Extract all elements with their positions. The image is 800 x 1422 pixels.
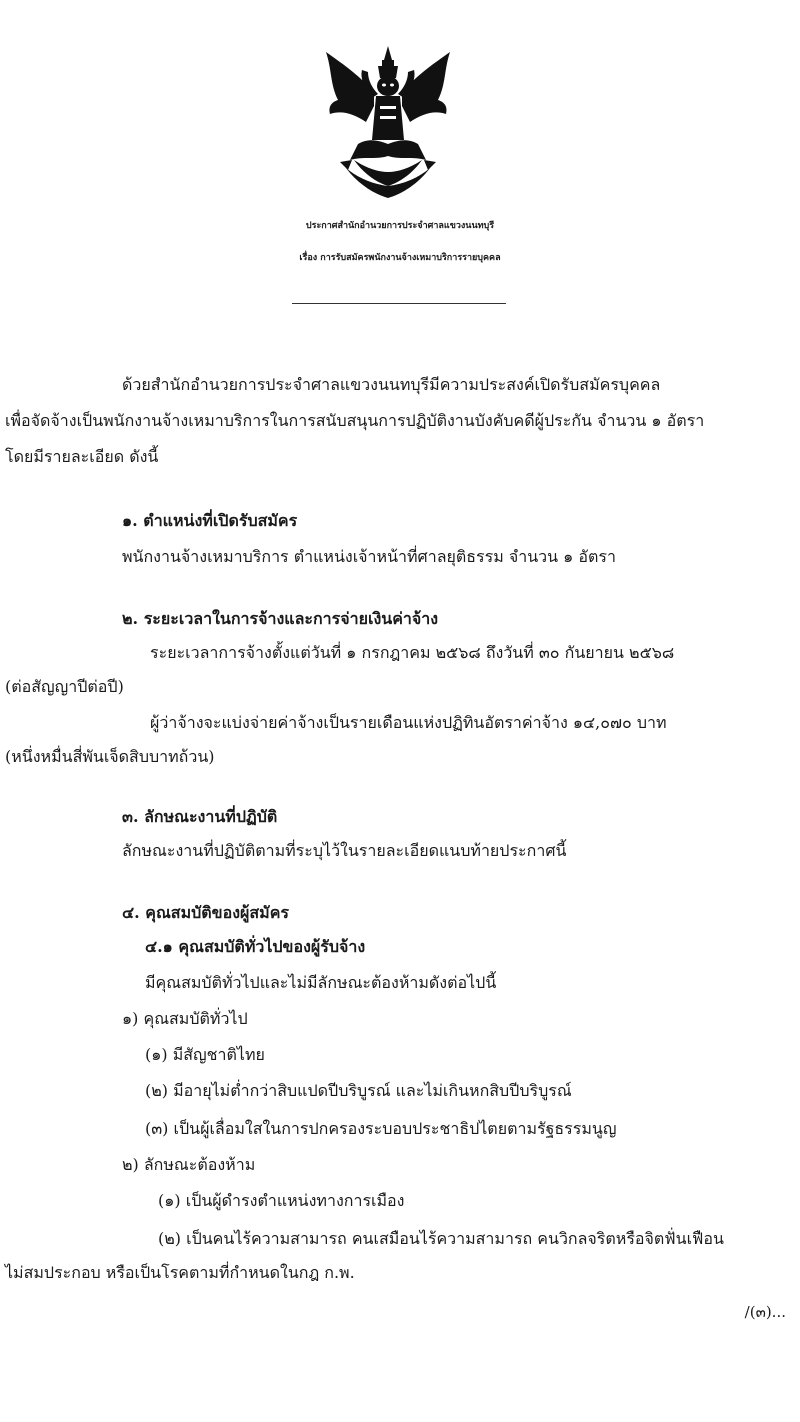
general-item-2: (๒) มีอายุไม่ต่ำกว่าสิบแปดปีบริบูรณ์ และไม่เกินหกสิบปีบริบูรณ์ [145,1081,572,1100]
section-1-heading: ๑. ตำแหน่งที่เปิดรับสมัคร [122,511,298,530]
prohibited-item-2-line-1: (๒) เป็นคนไร้ความสามารถ คนเสมือนไร้ความสามารถ คนวิกลจริตหรือจิตฟั่นเฟือน [158,1229,724,1248]
intro-line-1: ด้วยสำนักอำนวยการประจำศาลแขวงนนทบุรีมีความประสงค์เปิดรับสมัครบุคคล [122,375,661,394]
section-1-body: พนักงานจ้างเหมาบริการ ตำแหน่งเจ้าหน้าที่ศาลยุติธรรม จำนวน ๑ อัตรา [122,547,616,566]
section-2-period-line-2: (ต่อสัญญาปีต่อปี) [5,677,124,696]
intro-line-2: เพื่อจัดจ้างเป็นพนักงานจ้างเหมาบริการในการสนับสนุนการปฏิบัติงานบังคับคดีผู้ประกัน จำนวน ๑ อัตรา [5,411,705,430]
section-4-1-heading: ๔.๑ คุณสมบัติทั่วไปของผู้รับจ้าง [145,937,366,956]
prohibited-item-1: (๑) เป็นผู้ดำรงตำแหน่งทางการเมือง [158,1191,405,1210]
section-4-lead: มีคุณสมบัติทั่วไปและไม่มีลักษณะต้องห้ามดังต่อไปนี้ [145,973,497,992]
announcement-subject: เรื่อง การรับสมัครพนักงานจ้างเหมาบริการรายบุคคล [299,253,501,263]
prohibited-label: ๒) ลักษณะต้องห้าม [122,1155,256,1174]
section-2-wage-line-1: ผู้ว่าจ้างจะแบ่งจ่ายค่าจ้างเป็นรายเดือนแห่งปฏิทินอัตราค่าจ้าง ๑๔,๐๗๐ บาท [150,713,667,732]
section-3-body: ลักษณะงานที่ปฏิบัติตามที่ระบุไว้ในรายละเอียดแนบท้ายประกาศนี้ [122,841,567,860]
general-item-1: (๑) มีสัญชาติไทย [145,1045,265,1064]
section-3-heading: ๓. ลักษณะงานที่ปฏิบัติ [122,807,278,826]
section-2-period-line-1: ระยะเวลาการจ้างตั้งแต่วันที่ ๑ กรกฎาคม ๒๕๖๘ ถึงวันที่ ๓๐ กันยายน ๒๕๖๘ [150,643,675,662]
section-4-heading: ๔. คุณสมบัติของผู้สมัคร [122,903,289,922]
announcement-title: ประกาศสำนักอำนวยการประจำศาลแขวงนนทบุรี [305,221,495,231]
general-qualifications-label: ๑) คุณสมบัติทั่วไป [122,1009,248,1028]
prohibited-item-2-line-2: ไม่สมประกอบ หรือเป็นโรคตามที่กำหนดในกฎ ก.พ. [5,1263,355,1282]
title-divider [292,303,506,304]
general-item-3: (๓) เป็นผู้เลื่อมใสในการปกครองระบอบประชาธิปไตยตามรัฐธรรมนูญ [145,1119,617,1138]
section-2-wage-line-2: (หนึ่งหมื่นสี่พันเจ็ดสิบบาทถ้วน) [5,747,215,766]
next-page-marker: /(๓)... [744,1303,786,1321]
garuda-emblem-icon [318,44,458,204]
section-2-heading: ๒. ระยะเวลาในการจ้างและการจ่ายเงินค่าจ้าง [122,609,439,628]
intro-line-3: โดยมีรายละเอียด ดังนี้ [5,447,159,466]
